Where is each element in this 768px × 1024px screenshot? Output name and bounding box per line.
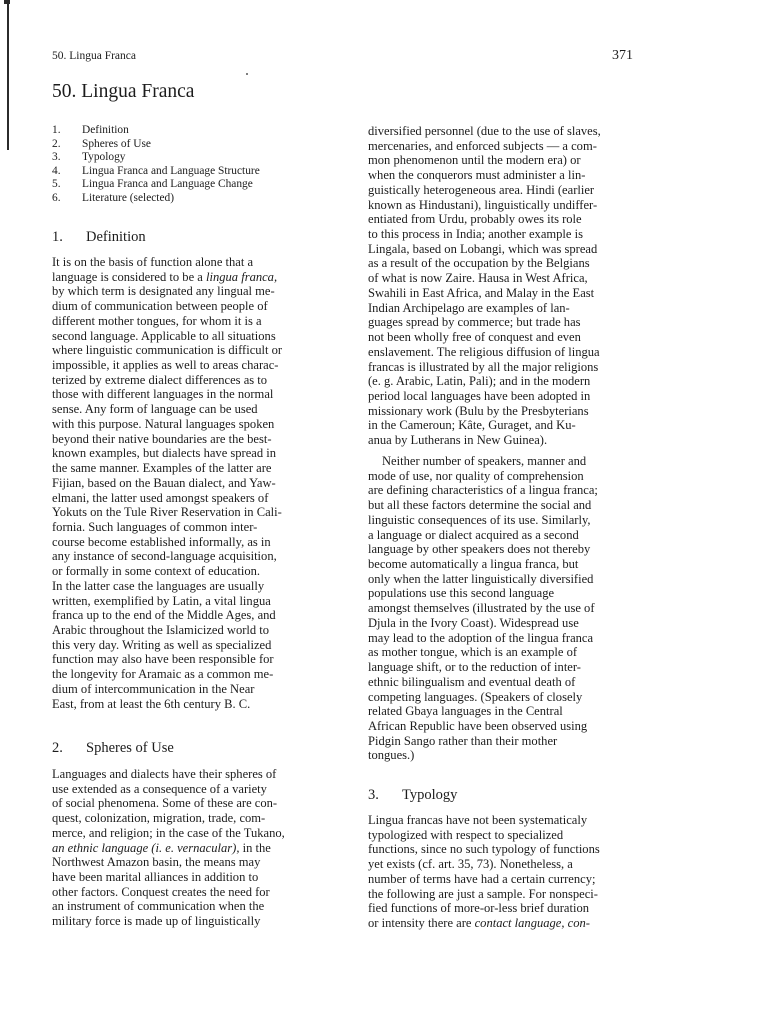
term-contact-language: contact language, con- <box>474 916 590 931</box>
term-lingua-franca: lingua franca, <box>206 269 278 284</box>
chapter-title: 50. Lingua Franca <box>52 81 195 102</box>
page-number: 371 <box>612 48 633 63</box>
spheres-second-paragraph: Neither number of speakers, manner and mode of use, nor quality of comprehension are defining characteristics of a lingua franca; but all these factors determine the social and linguistic consequences of its use. Similarly, a language or dialect acquired as a second language by other speakers does not thereby become automatically a lingua franca, but only when the latter linguistically diversified populations use this second language amongst themselves (illustrated by the use of Djula in the Ivory Coast). Widespread use may lead to the adoption of the lingua franca as mother tongue, which is an example of language shift, or to the reduction of inter- ethnic bilingualism and eventual death of competing languages. (Speakers of closely related Gbaya languages in the Central African Republic have been observed using Pidgin Sango rather than their mother tongues.) <box>368 454 598 763</box>
table-of-contents <box>52 124 352 206</box>
binding-edge-line <box>7 0 9 150</box>
toc-item: 6. Literature (selected) <box>52 191 175 204</box>
spheres-continued-paragraph: diversified personnel (due to the use of slaves, mercenaries, and enforced subjects — a com- mon phenomenon until the modern era) or when the conquerors must administer a lin- guistically heterogeneous area. Hindi (earlier known as Hindustani), linguistically undiffer- entiated from Urdu, probably owes its role to this process in India; another example is Lingala, based on Lobangi, which was spread as a result of the occupation by the Belgians of what is now Zaire. Hausa in West Africa, Swahili in East Africa, and Malay in the East Indian Archipelago are examples of lan- guages spread by commerce; but trade has not been wholly free of conquest and even enslavement. The religious diffusion of lingua francas is illustrated by all the major religions (e. g. Arabic, Latin, Pali); and in the modern period local languages have been adopted in missionary work (Bulu by the Presbyterians in the Cameroun; Kâte, Guraget, and Ku- anua by Lutherans in New Guinea). <box>368 124 601 448</box>
toc-item: 1. Definition <box>52 124 129 136</box>
section-heading-definition: 1. Definition <box>52 229 146 245</box>
typology-paragraph: Lingua francas have not been systematicaly typologized with respect to specialized functions, since no such typology of functions yet exists (cf. art. 35, 73). Nonetheless, a number of terms have had a certain currency; the following are just a sample. For nonspeci- fied functions of more-or-less brief duration or intensity there are contact language, con- <box>368 813 600 931</box>
print-speck <box>246 73 248 75</box>
section-heading-spheres-of-use: 2. Spheres of Use <box>52 740 174 756</box>
section-heading-typology: 3. Typology <box>368 787 458 803</box>
toc-item: 3. Typology <box>52 151 126 164</box>
toc-item: 2. Spheres of Use <box>52 137 151 150</box>
spheres-paragraph: Languages and dialects have their spheres of use extended as a consequence of a variety of social phenomena. Some of these are con- quest, colonization, migration, trade, com- merce, and religion; in the case of the Tukano, an ethnic language (i. e. vernacular), in the Northwest Amazon basin, the means may have been marital alliances in addition to other factors. Conquest creates the need for an instrument of communication when the military force is made up of linguistically <box>52 767 285 929</box>
toc-item: 5. Lingua Franca and Language Change <box>52 178 253 191</box>
definition-paragraph: It is on the basis of function alone that a language is considered to be a lingua franca, by which term is designated any lingual me- dium of communication between people of different mother tongues, for whom it is a second language. Applicable to all situations where linguistic communication is difficult or impossible, it applies as well to areas charac- terized by extreme dialect differences as to those with different languages in the normal sense. Any form of language can be used with this purpose. Natural languages spoken beyond their native boundaries are the best- known examples, but dialects have spread in the same manner. Examples of the latter are Fijian, based on the Bauan dialect, and Yaw- elmani, the latter used amongst speakers of Yokuts on the Tule River Reservation in Cali- fornia. Such languages of common inter- course become established informally, as in any instance of second-language acquisition, or formally in some context of education. In the latter case the languages are usually written, exemplified by Latin, a vital lingua franca up to the end of the Middle Ages, and Arabic throughout the Islamicized world to this very day. Writing as well as specialized function may also have been responsible for the longevity for Aramaic as a common me- dium of intercommunication in the Near East, from at least the 6th century B. C. <box>52 255 283 711</box>
running-head: 50. Lingua Franca <box>52 50 136 62</box>
toc-item: 4. Lingua Franca and Language Structure <box>52 164 260 177</box>
term-ethnic-language: an ethnic language (i. e. vernacular), <box>52 840 240 855</box>
binding-edge-tick <box>4 0 10 4</box>
